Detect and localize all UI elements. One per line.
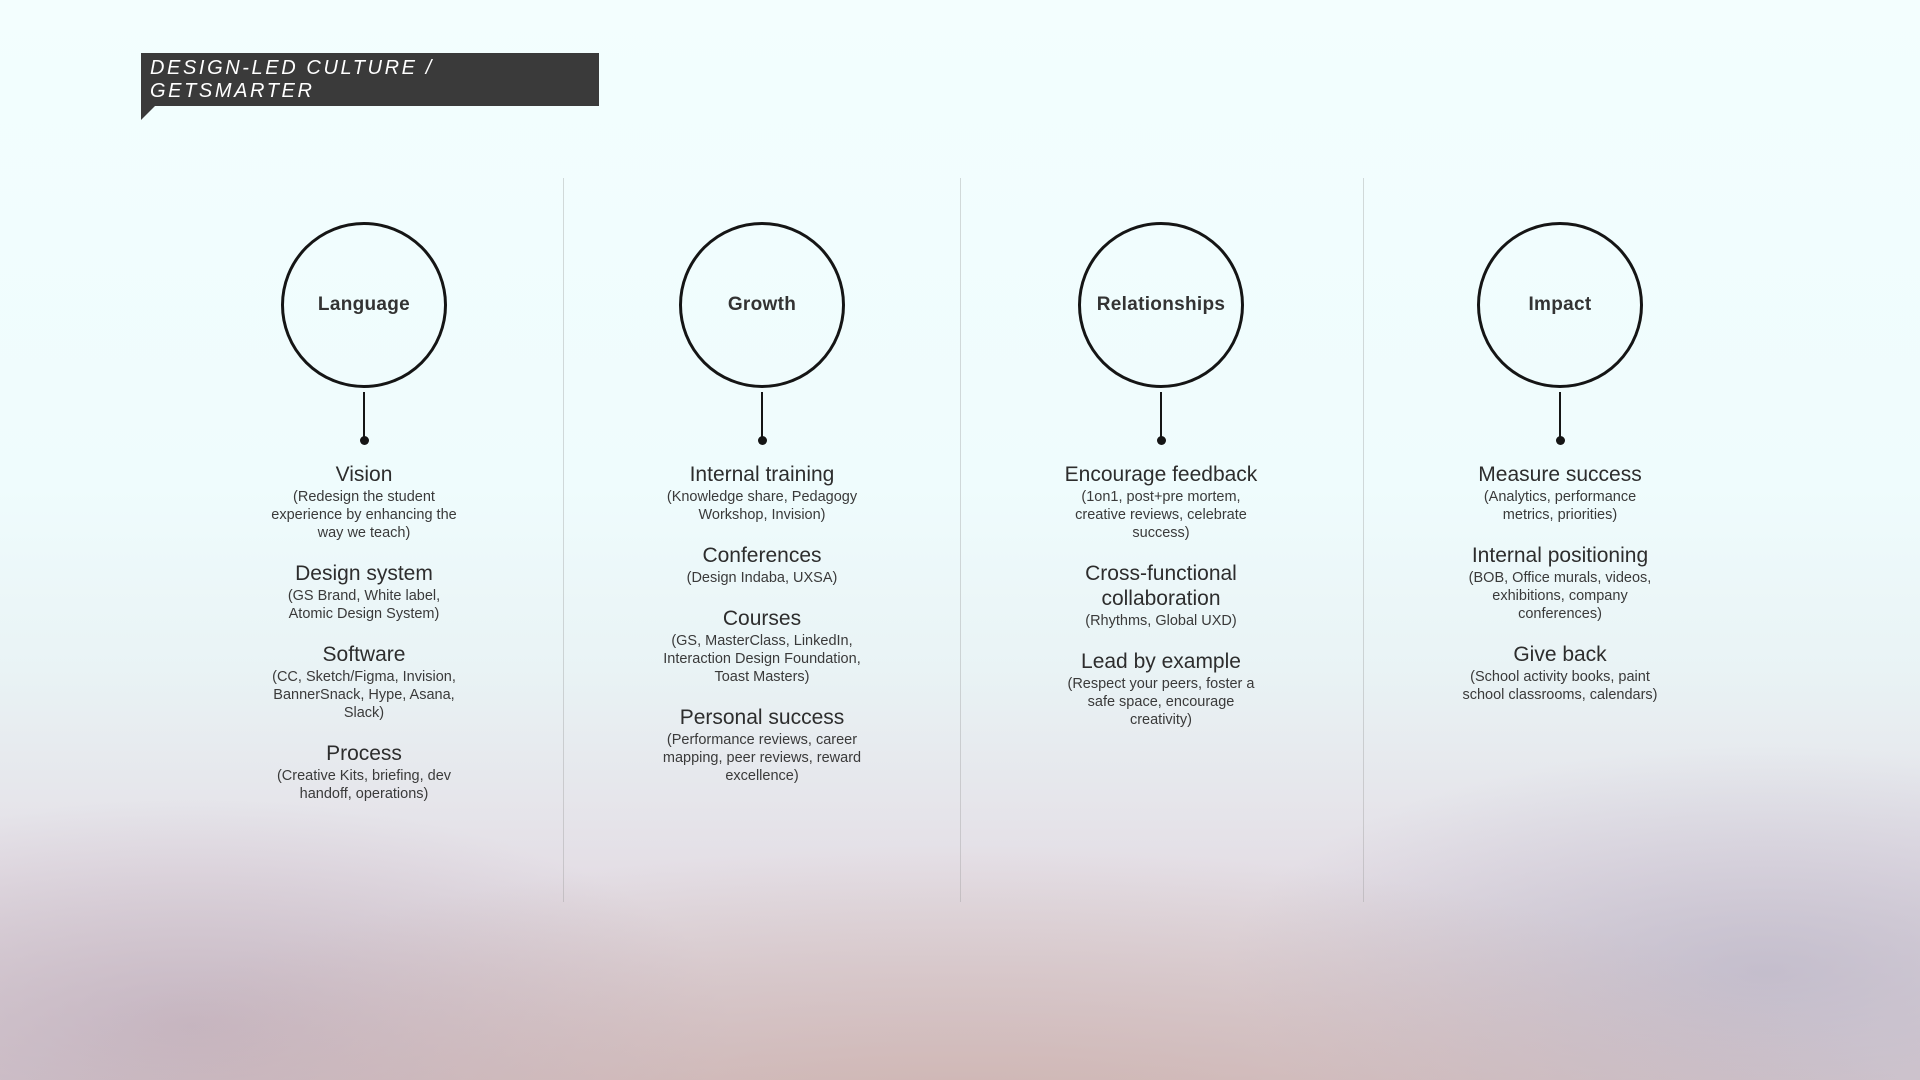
item-description: (CC, Sketch/Figma, Invision, BannerSnack, Hype, Asana, Slack) — [272, 669, 456, 721]
pillar-circle — [679, 222, 845, 388]
pillar-item — [667, 462, 857, 524]
pillar-item — [1068, 649, 1255, 729]
item-title: Internal positioning — [1471, 544, 1649, 567]
item-description: (Design Indaba, UXSA) — [686, 570, 838, 586]
item-description: (Performance reviews, career mapping, peer reviews, reward excellence) — [662, 732, 862, 784]
item-title: Conferences — [702, 544, 822, 567]
item-description: (Respect your peers, foster a safe space, encourage creativity) — [1067, 676, 1255, 728]
item-description: (BOB, Office murals, videos, exhibitions, company conferences) — [1468, 570, 1652, 622]
pillar-circle — [1477, 222, 1643, 388]
pillar-circle — [1078, 222, 1244, 388]
connector-dot — [1556, 436, 1565, 445]
item-description: (Analytics, performance metrics, priorities) — [1483, 489, 1637, 523]
pillar-item — [663, 606, 861, 686]
item-description: (Knowledge share, Pedagogy Workshop, Invision) — [666, 489, 858, 523]
item-title: Personal success — [679, 706, 845, 729]
connector-line — [1559, 392, 1561, 438]
item-title: Courses — [722, 607, 802, 630]
item-description: (GS Brand, White label, Atomic Design System) — [287, 588, 441, 622]
pillar-item — [272, 642, 456, 722]
pillar-item — [687, 543, 838, 587]
pillar-circle — [281, 222, 447, 388]
item-description: (1on1, post+pre mortem, creative reviews, celebrate success) — [1075, 489, 1247, 541]
item-title: Encourage feedback — [1064, 463, 1258, 486]
pillar-language — [165, 222, 563, 822]
pillar-relationships — [962, 222, 1360, 748]
pillar-item — [288, 561, 440, 623]
item-description: (Creative Kits, briefing, dev handoff, operations) — [276, 768, 452, 802]
item-title: Measure success — [1478, 463, 1642, 486]
pillar-title: Growth — [727, 294, 797, 315]
pillar-title: Language — [317, 294, 411, 315]
item-title: Software — [322, 643, 406, 666]
connector-line — [761, 392, 763, 438]
connector-dot — [1157, 436, 1166, 445]
item-description: (School activity books, paint school classrooms, calendars) — [1462, 669, 1658, 703]
pillar-item — [1478, 462, 1641, 524]
item-description: (GS, MasterClass, LinkedIn, Interaction Design Foundation, Toast Masters) — [663, 633, 861, 685]
item-title: Vision — [335, 463, 393, 486]
item-title: Cross-functional collaboration — [1085, 562, 1237, 610]
item-title: Lead by example — [1081, 650, 1241, 673]
pillar-item — [1462, 642, 1657, 704]
slide-title: DESIGN-LED CULTURE / GETSMARTER — [150, 56, 434, 102]
connector-dot — [758, 436, 767, 445]
pillar-title: Impact — [1528, 294, 1592, 315]
pillar-growth — [563, 222, 961, 804]
pillar-title: Relationships — [1096, 294, 1226, 315]
connector-line — [1160, 392, 1162, 438]
connector-dot — [360, 436, 369, 445]
connector-line — [363, 392, 365, 438]
item-title: Design system — [295, 562, 433, 585]
pillar-item — [1065, 462, 1258, 542]
item-title: Internal training — [689, 463, 835, 486]
pillar-item — [663, 705, 861, 785]
pillar-item — [277, 741, 451, 803]
pillar-item — [271, 462, 456, 542]
title-tag-fold — [141, 106, 155, 120]
item-title: Process — [326, 742, 402, 765]
item-description: (Rhythms, Global UXD) — [1085, 613, 1237, 629]
item-description: (Redesign the student experience by enhancing the way we teach) — [271, 489, 457, 541]
pillar-impact — [1361, 222, 1759, 723]
item-title: Give back — [1513, 643, 1607, 666]
pillar-item — [1085, 561, 1237, 630]
slide-title-tag — [141, 53, 599, 106]
pillar-item — [1469, 543, 1652, 623]
